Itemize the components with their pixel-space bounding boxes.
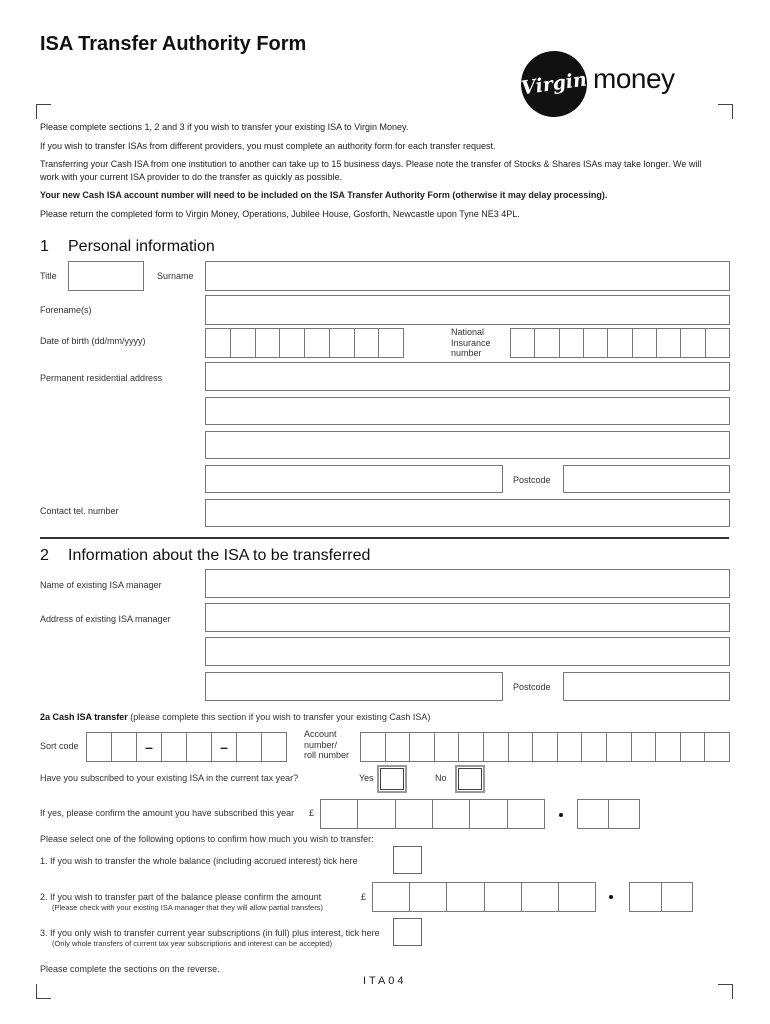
amount-subscribed-pounds[interactable] (320, 799, 545, 829)
tel-label: Contact tel. number (40, 506, 119, 516)
dob-field[interactable] (205, 328, 404, 358)
address-line-4[interactable] (205, 465, 503, 493)
ni-number-field[interactable] (510, 328, 730, 358)
sort-code-label: Sort code (40, 741, 79, 751)
surname-field[interactable] (205, 261, 730, 291)
option-3-checkbox[interactable] (393, 918, 422, 946)
forenames-label: Forename(s) (40, 305, 92, 315)
amount-subscribed-label: If yes, please confirm the amount you have subscribed this year (40, 808, 295, 818)
manager-address-line-3[interactable] (205, 672, 503, 701)
tel-field[interactable] (205, 499, 730, 527)
intro-paragraph: Transferring your Cash ISA from one institution to another can take up to 15 business days. Please note the transfer of Stocks & Shares ISAs may take longer. We will work with your current ISA provider to do the transfer as quickly as possible. (40, 159, 702, 182)
money-logo-word: money (593, 63, 675, 94)
account-number-field[interactable] (360, 732, 730, 762)
decimal-point (609, 895, 613, 899)
manager-address-label: Address of existing ISA manager (40, 614, 171, 624)
intro-text (40, 121, 720, 226)
cash-isa-subheading: 2a Cash ISA transfer (please complete this section if you wish to transfer your existing Cash ISA) (40, 712, 431, 722)
form-code: ITA04 (363, 975, 407, 987)
currency-symbol: £ (309, 808, 315, 818)
address-label: Permanent residential address (40, 373, 163, 383)
dob-label: Date of birth (dd/mm/yyyy) (40, 336, 146, 346)
manager-name-label: Name of existing ISA manager (40, 580, 162, 590)
continue-note: Please complete the sections on the reverse. (40, 964, 220, 974)
select-option-label: Please select one of the following options to confirm how much you wish to transfer: (40, 834, 374, 844)
yes-checkbox[interactable] (377, 765, 407, 793)
option-2-note: (Please check with your existing ISA manager that they will allow partial transfers) (52, 903, 323, 912)
section-divider (40, 537, 729, 539)
subscribed-question: Have you subscribed to your existing ISA in the current tax year? (40, 773, 299, 783)
section-1-heading: 1 Personal information (40, 238, 215, 255)
decimal-point (559, 813, 563, 817)
yes-label: Yes (359, 773, 374, 783)
crop-mark-bottom-left (36, 984, 51, 999)
sort-code-field[interactable]: – – (86, 732, 287, 762)
option-1-checkbox[interactable] (393, 846, 422, 874)
no-label: No (435, 773, 447, 783)
amount-subscribed-pence[interactable] (577, 799, 640, 829)
postcode-label: Postcode (513, 475, 551, 485)
option-2-label: 2. If you wish to transfer part of the balance please confirm the amount (40, 892, 322, 902)
manager-postcode-label: Postcode (513, 682, 551, 692)
intro-paragraph: Please complete sections 1, 2 and 3 if you wish to transfer your existing ISA to Virgin Money. (40, 122, 409, 132)
address-line-3[interactable] (205, 431, 730, 459)
option-1-label: 1. If you wish to transfer the whole balance (including accrued interest) tick here (40, 856, 358, 866)
postcode-field[interactable] (563, 465, 730, 493)
crop-mark-top-left (36, 104, 51, 119)
partial-amount-pounds[interactable] (372, 882, 596, 912)
no-checkbox[interactable] (455, 765, 485, 793)
address-line-2[interactable] (205, 397, 730, 425)
option-3-label: 3. If you only wish to transfer current year subscriptions (in full) plus interest, tick here (40, 928, 380, 938)
intro-paragraph: Please return the completed form to Virgin Money, Operations, Jubilee House, Gosforth, Newcastle upon Tyne NE3 4PL. (40, 208, 520, 219)
ni-label: National Insurance number (451, 327, 491, 358)
manager-address-line-1[interactable] (205, 603, 730, 632)
page-title: ISA Transfer Authority Form (40, 33, 307, 55)
currency-symbol: £ (361, 892, 367, 902)
intro-paragraph-bold: Your new Cash ISA account number will need to be included on the ISA Transfer Authority Form (otherwise it may delay processing). (40, 190, 608, 200)
manager-name-field[interactable] (205, 569, 730, 598)
crop-mark-bottom-right (718, 984, 733, 999)
option-3-note: (Only whole transfers of current tax year subscriptions and interest can be accepted) (52, 939, 333, 948)
forenames-field[interactable] (205, 295, 730, 325)
intro-paragraph: If you wish to transfer ISAs from different providers, you must complete an authority form for each transfer request. (40, 140, 496, 151)
surname-label: Surname (157, 271, 194, 281)
crop-mark-top-right (718, 104, 733, 119)
manager-address-line-2[interactable] (205, 637, 730, 666)
title-field[interactable] (68, 261, 144, 291)
manager-postcode-field[interactable] (563, 672, 730, 701)
virgin-logo: Virgin (517, 47, 592, 122)
address-line-1[interactable] (205, 362, 730, 391)
section-2-heading: 2 Information about the ISA to be transferred (40, 547, 371, 564)
account-number-label: Account number/ roll number (304, 729, 350, 760)
title-label: Title (40, 271, 57, 281)
partial-amount-pence[interactable] (629, 882, 693, 912)
